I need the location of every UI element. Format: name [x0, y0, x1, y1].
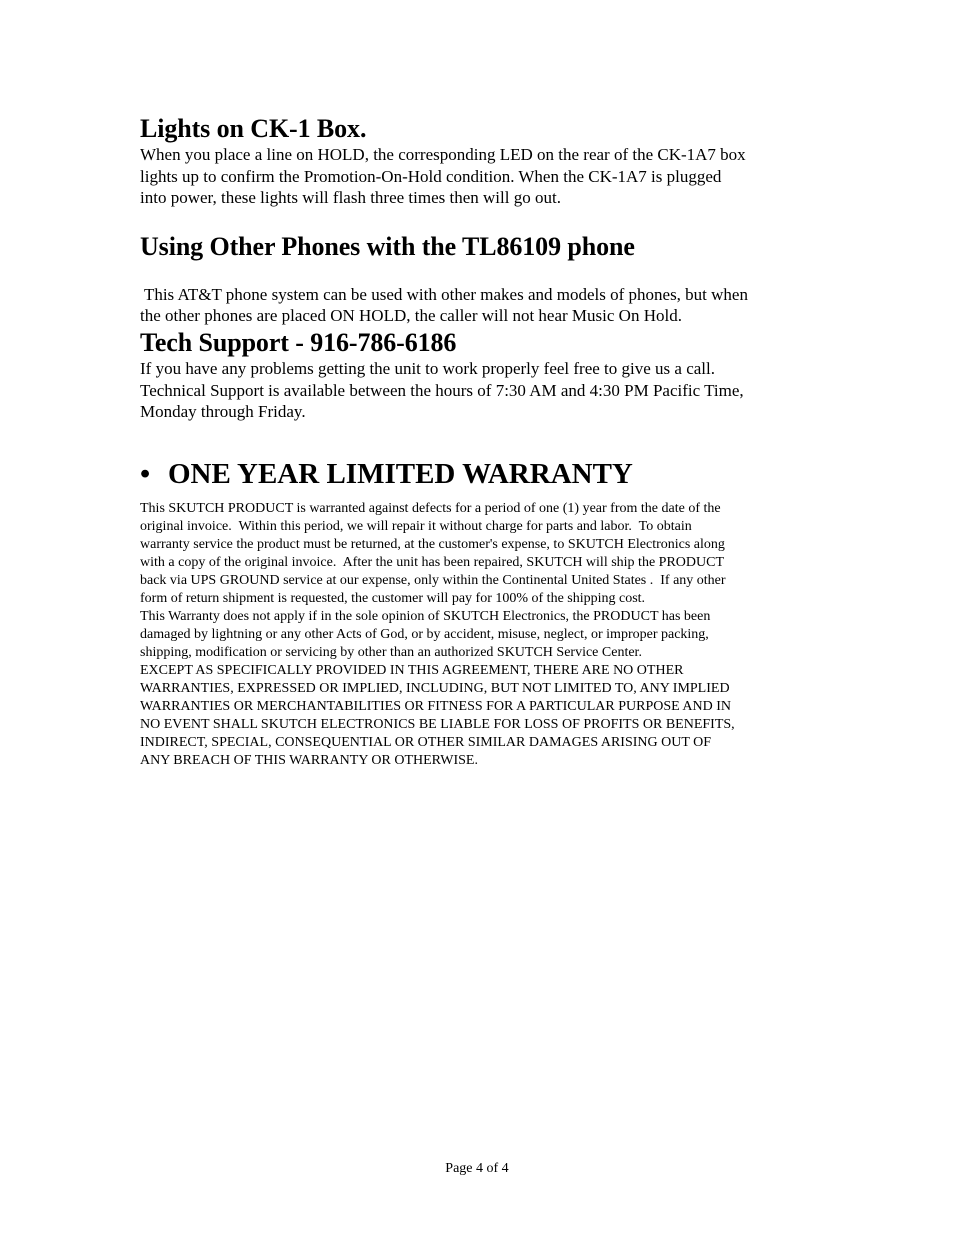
section-other-phones — [140, 232, 820, 327]
section-heading-tech-support: Tech Support - 916-786-6186 — [140, 328, 457, 357]
warranty-text — [140, 500, 820, 770]
text-line: form of return shipment is requested, the customer will pay for 100% of the shipping cost. — [140, 591, 646, 606]
text-line: Technical Support is available between the hours of 7:30 AM and 4:30 PM Pacific Time, — [140, 380, 744, 400]
warranty-body — [140, 500, 820, 770]
section-text-other-phones — [140, 262, 820, 327]
text-line: This Warranty does not apply if in the sole opinion of SKUTCH Electronics, the PRODUCT has been — [140, 609, 711, 624]
text-line: WARRANTIES OR MERCHANTABILITIES OR FITNESS FOR A PARTICULAR PURPOSE AND IN — [140, 699, 732, 714]
text-line: back via UPS GROUND service at our expense, only within the Continental United States . If any other — [140, 573, 726, 588]
page-number: Page 4 of 4 — [445, 1161, 509, 1176]
text-line: with a copy of the original invoice. After the unit has been repaired, SKUTCH will ship the PRODUCT — [140, 555, 725, 570]
text-line: EXCEPT AS SPECIFICALLY PROVIDED IN THIS AGREEMENT, THERE ARE NO OTHER — [140, 663, 684, 678]
text-line: shipping, modification or servicing by other than an authorized SKUTCH Service Center. — [140, 645, 642, 660]
section-text-lights — [140, 144, 820, 209]
section-warranty — [140, 457, 820, 491]
text-line: INDIRECT, SPECIAL, CONSEQUENTIAL OR OTHER SIMILAR DAMAGES ARISING OUT OF — [140, 735, 712, 750]
section-tech-support — [140, 328, 820, 423]
text-line: the other phones are placed ON HOLD, the caller will not hear Music On Hold. — [140, 306, 682, 325]
text-line: Monday through Friday. — [140, 402, 306, 421]
text-line: This AT&T phone system can be used with other makes and models of phones, but when — [140, 284, 748, 304]
text-line: damaged by lightning or any other Acts of God, or by accident, misuse, neglect, or improper packing, — [140, 627, 709, 642]
section-text-tech-support — [140, 358, 820, 423]
text-line: ANY BREACH OF THIS WARRANTY OR OTHERWISE. — [140, 753, 478, 768]
text-line: WARRANTIES, EXPRESSED OR IMPLIED, INCLUDING, BUT NOT LIMITED TO, ANY IMPLIED — [140, 681, 730, 696]
text-line: into power, these lights will flash three times then will go out. — [140, 188, 561, 207]
section-heading-other-phones: Using Other Phones with the TL86109 phone — [140, 232, 635, 261]
text-line: When you place a line on HOLD, the corresponding LED on the rear of the CK-1A7 box — [140, 145, 746, 164]
section-heading-lights: Lights on CK-1 Box. — [140, 114, 367, 143]
section-lights — [140, 114, 820, 209]
text-line: lights up to confirm the Promotion-On-Hold condition. When the CK-1A7 is plugged — [140, 166, 722, 186]
text-line: NO EVENT SHALL SKUTCH ELECTRONICS BE LIABLE FOR LOSS OF PROFITS OR BENEFITS, — [140, 717, 735, 732]
warranty-heading — [140, 457, 820, 491]
text-line: If you have any problems getting the unit to work properly feel free to give us a call. — [140, 359, 715, 378]
warranty-title: ONE YEAR LIMITED WARRANTY — [168, 458, 633, 490]
text-line: original invoice. Within this period, we will repair it without charge for parts and labor. To obtain — [140, 519, 692, 534]
bullet-icon: • — [140, 458, 151, 490]
text-line: warranty service the product must be returned, at the customer's expense, to SKUTCH Electronics along — [140, 537, 725, 552]
text-line: This SKUTCH PRODUCT is warranted against defects for a period of one (1) year from the date of the — [140, 501, 721, 516]
